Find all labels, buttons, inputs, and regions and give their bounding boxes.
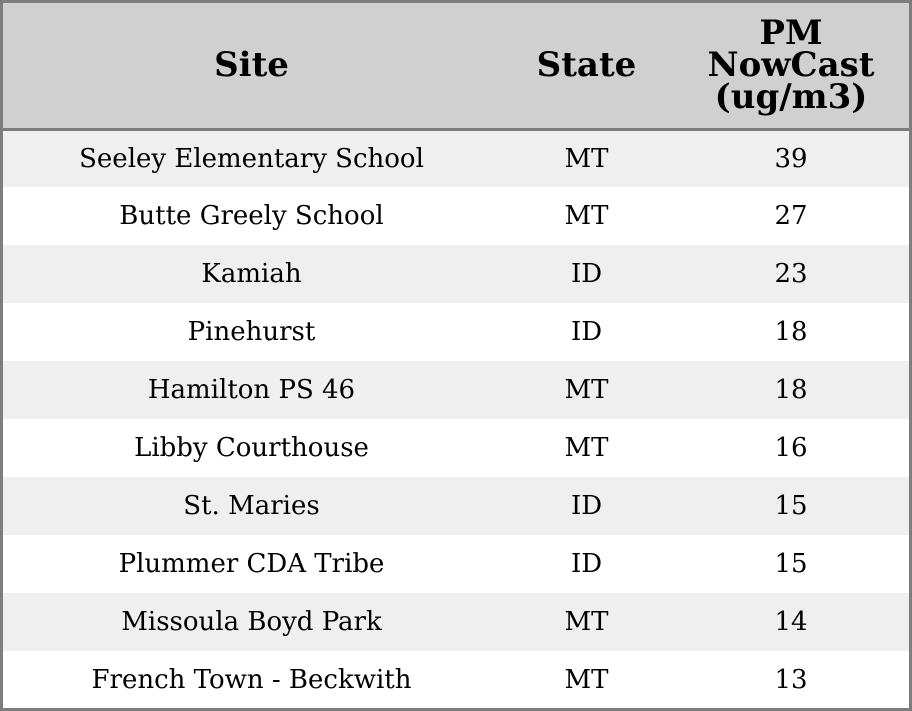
table-row (3, 245, 909, 303)
table-row (3, 535, 909, 593)
table-row (3, 593, 909, 651)
column-header-state: State (500, 3, 673, 129)
site-cell: Plummer CDA Tribe (118, 549, 385, 579)
site-cell: St. Maries (183, 491, 320, 521)
site-cell: Butte Greely School (119, 201, 384, 231)
table-row (3, 651, 909, 709)
table-row (3, 303, 909, 361)
pm-nowcast-cell: 18 (774, 317, 808, 347)
site-cell: Seeley Elementary School (79, 143, 424, 174)
pm-nowcast-cell: 18 (774, 375, 808, 405)
pm-nowcast-table (3, 3, 909, 709)
pm-nowcast-cell: 23 (774, 259, 808, 289)
pm-nowcast-cell: 16 (774, 433, 808, 463)
column-header-site: Site (3, 3, 500, 129)
pm-nowcast-cell: 15 (774, 549, 808, 579)
state-cell: MT (564, 375, 609, 405)
state-cell: MT (564, 665, 609, 695)
pm-nowcast-cell: 13 (774, 665, 808, 695)
table-row (3, 129, 909, 187)
state-cell: MT (564, 201, 609, 231)
pm-nowcast-cell: 27 (774, 201, 808, 231)
table-row (3, 361, 909, 419)
site-cell: Hamilton PS 46 (147, 375, 356, 405)
state-cell: ID (570, 491, 603, 521)
pm-nowcast-cell: 15 (774, 491, 808, 521)
table-body (3, 129, 909, 709)
table-row (3, 419, 909, 477)
state-cell: ID (570, 259, 603, 289)
state-cell: MT (564, 143, 609, 174)
site-cell: Pinehurst (187, 317, 316, 347)
site-cell: Libby Courthouse (134, 433, 369, 463)
state-cell: MT (564, 607, 609, 637)
column-header-pm-nowcast (673, 3, 909, 129)
table-row (3, 187, 909, 245)
table-row (3, 477, 909, 535)
site-cell: French Town - Beckwith (91, 665, 412, 695)
site-cell: Missoula Boyd Park (121, 607, 382, 637)
pm-nowcast-cell: 39 (774, 143, 808, 174)
site-cell: Kamiah (201, 259, 302, 289)
header-row (3, 3, 909, 129)
state-cell: ID (570, 549, 603, 579)
state-cell: ID (570, 317, 603, 347)
pm-nowcast-cell: 14 (774, 607, 808, 637)
column-header-pm-nowcast-label: PM NowCast (ug/m3) (707, 13, 875, 118)
state-cell: MT (564, 433, 609, 463)
